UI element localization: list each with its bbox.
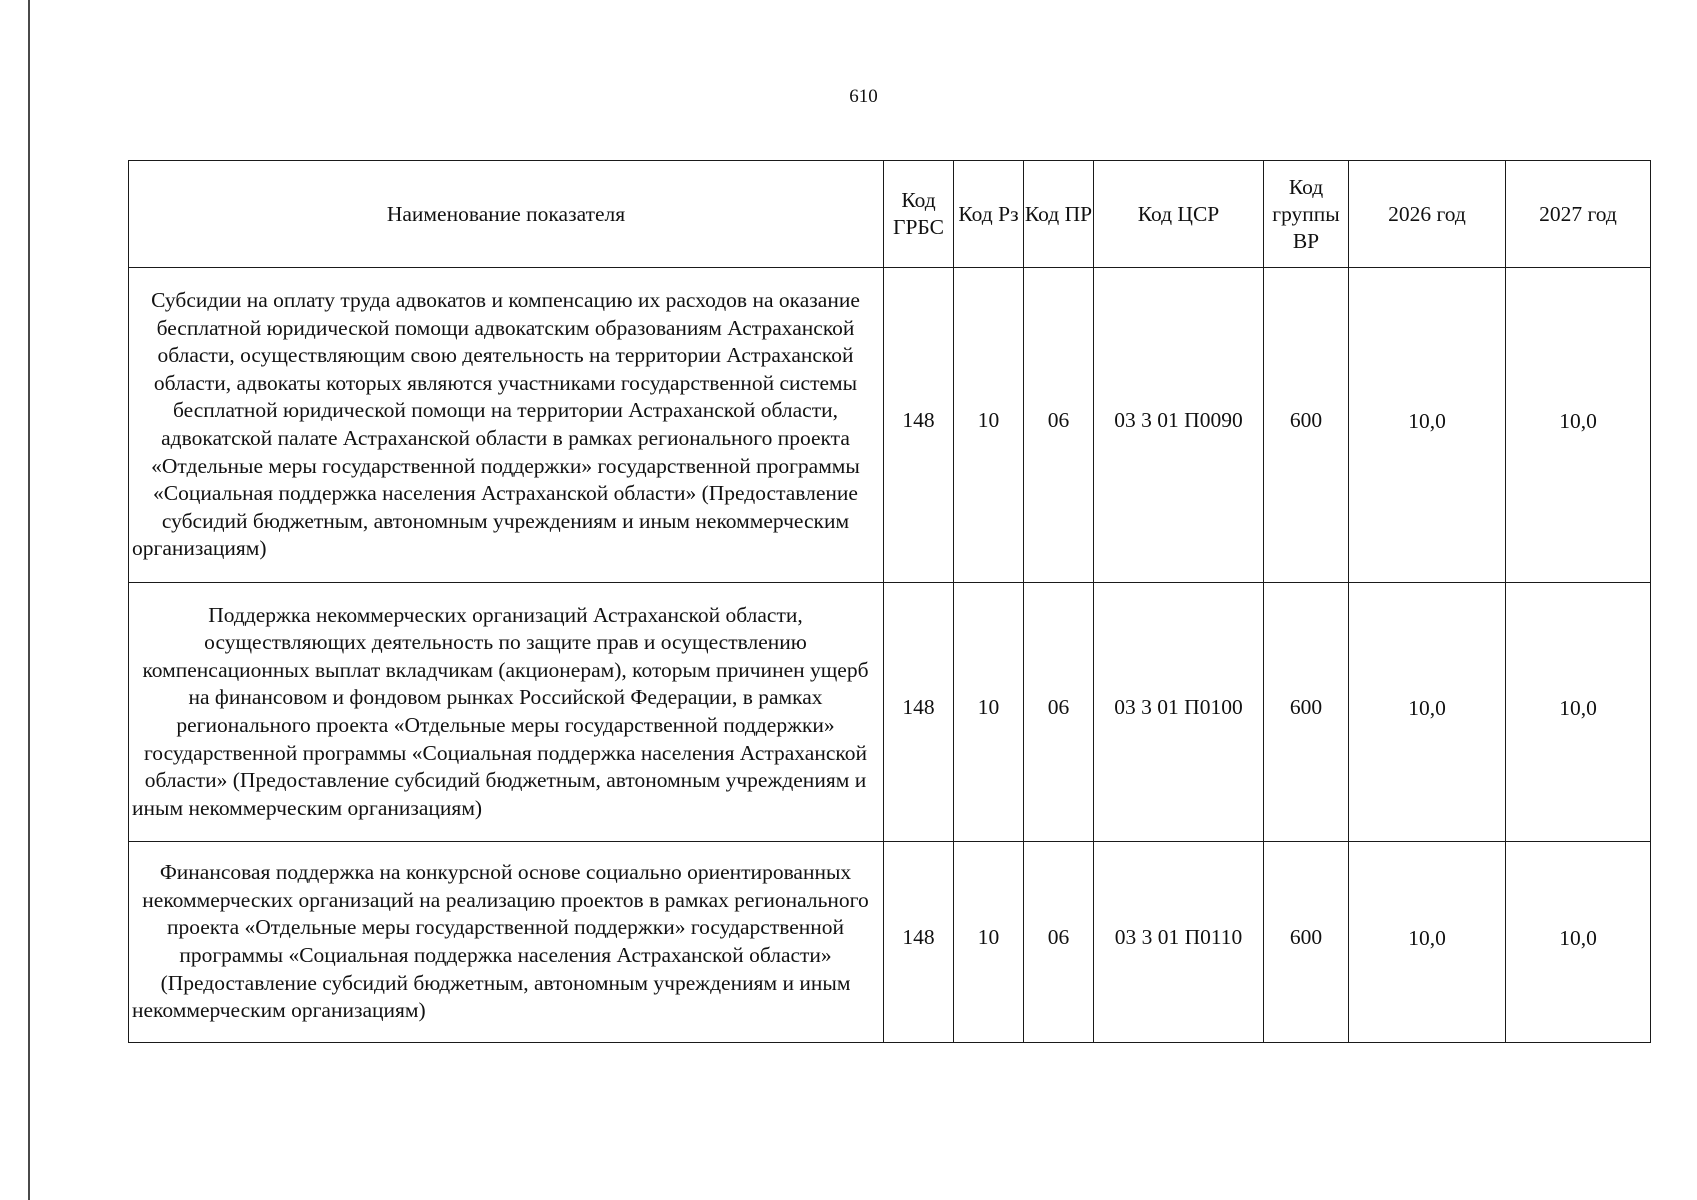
cell-csr: 03 3 01 П0110	[1094, 842, 1264, 1043]
cell-grbs: 148	[884, 842, 954, 1043]
header-rz: Код Рз	[954, 161, 1024, 268]
cell-rz: 10	[954, 583, 1024, 842]
cell-vr: 600	[1264, 268, 1349, 583]
cell-year-2027: 10,0	[1506, 842, 1651, 1043]
header-name: Наименование показателя	[129, 161, 884, 268]
table-row	[129, 842, 1651, 1043]
cell-rz: 10	[954, 268, 1024, 583]
header-grbs: Код ГРБС	[884, 161, 954, 268]
budget-table	[128, 160, 1651, 1043]
page-number: 610	[849, 86, 878, 107]
header-row	[129, 161, 1651, 268]
header-pr: Код ПР	[1024, 161, 1094, 268]
cell-name: Финансовая поддержка на конкурсной основе социально ориентированных некоммерческих организаций на реализацию проектов в рамках регионального проекта «Отдельные меры государственной поддержки» государственной программы «Социальная поддержка населения Астраханской области» (Предоставление субсидий бюджетным, автономным учреждениям и иным некоммерческим организациям)	[129, 842, 884, 1043]
table-row	[129, 268, 1651, 583]
cell-year-2027: 10,0	[1506, 268, 1651, 583]
table-row	[129, 583, 1651, 842]
header-csr: Код ЦСР	[1094, 161, 1264, 268]
cell-csr: 03 3 01 П0100	[1094, 583, 1264, 842]
cell-grbs: 148	[884, 268, 954, 583]
cell-rz: 10	[954, 842, 1024, 1043]
header-year-2026: 2026 год	[1349, 161, 1506, 268]
cell-name: Субсидии на оплату труда адвокатов и компенсацию их расходов на оказание бесплатной юридической помощи адвокатским образованиям Астраханской области, осуществляющим свою деятельность на территории Астраханской области, адвокаты которых являются участниками государственной системы бесплатной юридической помощи на территории Астраханской области, адвокатской палате Астраханской области в рамках регионального проекта «Отдельные меры государственной поддержки» государственной программы «Социальная поддержка населения Астраханской области» (Предоставление субсидий бюджетным, автономным учреждениям и иным некоммерческим организациям)	[129, 268, 884, 583]
cell-vr: 600	[1264, 842, 1349, 1043]
header-year-2027: 2027 год	[1506, 161, 1651, 268]
cell-pr: 06	[1024, 268, 1094, 583]
table-header	[129, 161, 1651, 268]
cell-pr: 06	[1024, 583, 1094, 842]
page-margin-line	[28, 0, 30, 1200]
cell-year-2026: 10,0	[1349, 268, 1506, 583]
cell-name: Поддержка некоммерческих организаций Астраханской области, осуществляющих деятельность по защите прав и осуществлению компенсационных выплат вкладчикам (акционерам), которым причинен ущерб на финансовом и фондовом рынках Российской Федерации, в рамках регионального проекта «Отдельные меры государственной поддержки» государственной программы «Социальная поддержка населения Астраханской области» (Предоставление субсидий бюджетным, автономным учреждениям и иным некоммерческим организациям)	[129, 583, 884, 842]
cell-year-2027: 10,0	[1506, 583, 1651, 842]
cell-pr: 06	[1024, 842, 1094, 1043]
cell-year-2026: 10,0	[1349, 583, 1506, 842]
cell-vr: 600	[1264, 583, 1349, 842]
table-body	[129, 268, 1651, 1043]
cell-csr: 03 3 01 П0090	[1094, 268, 1264, 583]
cell-year-2026: 10,0	[1349, 842, 1506, 1043]
header-vr: Код группы ВР	[1264, 161, 1349, 268]
cell-grbs: 148	[884, 583, 954, 842]
